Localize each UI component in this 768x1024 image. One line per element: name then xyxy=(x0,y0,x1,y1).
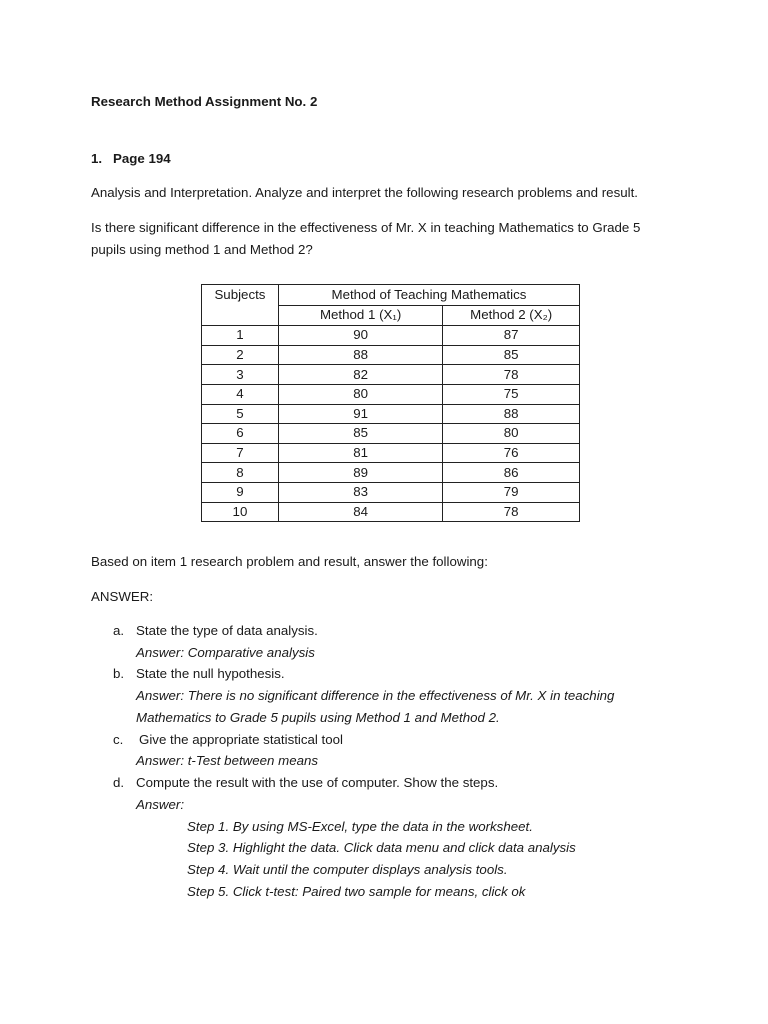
method2-cell: 76 xyxy=(443,443,580,463)
method1-cell: 81 xyxy=(278,443,442,463)
item-number: 1. xyxy=(91,151,103,166)
method2-cell: 78 xyxy=(443,365,580,385)
method1-cell: 83 xyxy=(278,482,442,502)
item-a-answer: Answer: Comparative analysis xyxy=(136,645,315,660)
method1-cell: 82 xyxy=(278,365,442,385)
question-line-1: Is there significant difference in the effectiveness of Mr. X in teaching Mathematics to Grade 5 xyxy=(91,220,641,235)
step-item: Step 4. Wait until the computer displays analysis tools. xyxy=(187,862,508,877)
question-line-2: pupils using method 1 and Method 2? xyxy=(91,242,313,257)
item-d-answer: Answer: xyxy=(136,797,185,812)
table-row xyxy=(202,404,580,424)
followup-text: Based on item 1 research problem and result, answer the following: xyxy=(91,554,488,569)
method2-cell: 75 xyxy=(443,384,580,404)
step-item: Step 3. Highlight the data. Click data menu and click data analysis xyxy=(187,840,576,855)
item-b-marker: b. xyxy=(113,666,125,681)
item-c-text: Give the appropriate statistical tool xyxy=(139,732,343,747)
item-a-text: State the type of data analysis. xyxy=(136,623,318,638)
answer-heading: ANSWER: xyxy=(91,589,154,604)
document-title: Research Method Assignment No. 2 xyxy=(91,94,318,109)
subject-cell: 1 xyxy=(202,326,279,346)
method2-cell: 85 xyxy=(443,345,580,365)
item-c-answer: Answer: t-Test between means xyxy=(136,753,319,768)
table-row xyxy=(202,443,580,463)
item-b-text: State the null hypothesis. xyxy=(136,666,285,681)
table-row xyxy=(202,365,580,385)
method2-cell: 78 xyxy=(443,502,580,522)
method1-header: Method 1 (X₁) xyxy=(278,305,442,326)
subject-cell: 10 xyxy=(202,502,279,522)
method2-cell: 79 xyxy=(443,482,580,502)
table-row xyxy=(202,326,580,346)
item-d-text: Compute the result with the use of computer. Show the steps. xyxy=(136,775,499,790)
subject-cell: 5 xyxy=(202,404,279,424)
method1-cell: 80 xyxy=(278,384,442,404)
method1-cell: 89 xyxy=(278,463,442,483)
method2-cell: 80 xyxy=(443,424,580,444)
subject-cell: 7 xyxy=(202,443,279,463)
method1-cell: 84 xyxy=(278,502,442,522)
data-table xyxy=(201,284,580,522)
table-row xyxy=(202,502,580,522)
item-b-answer-line-1: Answer: There is no significant difference in the effectiveness of Mr. X in teaching xyxy=(136,688,615,703)
subject-cell: 9 xyxy=(202,482,279,502)
subject-cell: 3 xyxy=(202,365,279,385)
item-a-marker: a. xyxy=(113,623,125,638)
step-item: Step 5. Click t-test: Paired two sample for means, click ok xyxy=(187,884,526,899)
item-b-answer-line-2: Mathematics to Grade 5 pupils using Method 1 and Method 2. xyxy=(136,710,500,725)
table-row xyxy=(202,424,580,444)
item-label: Page 194 xyxy=(113,151,171,166)
subject-cell: 8 xyxy=(202,463,279,483)
step-item: Step 1. By using MS-Excel, type the data in the worksheet. xyxy=(187,819,533,834)
table-row xyxy=(202,345,580,365)
subjects-header: Subjects xyxy=(202,285,279,326)
subject-cell: 2 xyxy=(202,345,279,365)
method1-cell: 91 xyxy=(278,404,442,424)
table-row xyxy=(202,463,580,483)
method1-cell: 90 xyxy=(278,326,442,346)
table-row xyxy=(202,384,580,404)
method2-cell: 87 xyxy=(443,326,580,346)
group-header: Method of Teaching Mathematics xyxy=(278,285,579,306)
item-d-marker: d. xyxy=(113,775,125,790)
method1-cell: 85 xyxy=(278,424,442,444)
intro-paragraph: Analysis and Interpretation. Analyze and interpret the following research problems and result. xyxy=(91,185,638,200)
method2-header: Method 2 (X₂) xyxy=(443,305,580,326)
subject-cell: 4 xyxy=(202,384,279,404)
subject-cell: 6 xyxy=(202,424,279,444)
table-row xyxy=(202,482,580,502)
method2-cell: 88 xyxy=(443,404,580,424)
method1-cell: 88 xyxy=(278,345,442,365)
item-c-marker: c. xyxy=(113,732,124,747)
method2-cell: 86 xyxy=(443,463,580,483)
